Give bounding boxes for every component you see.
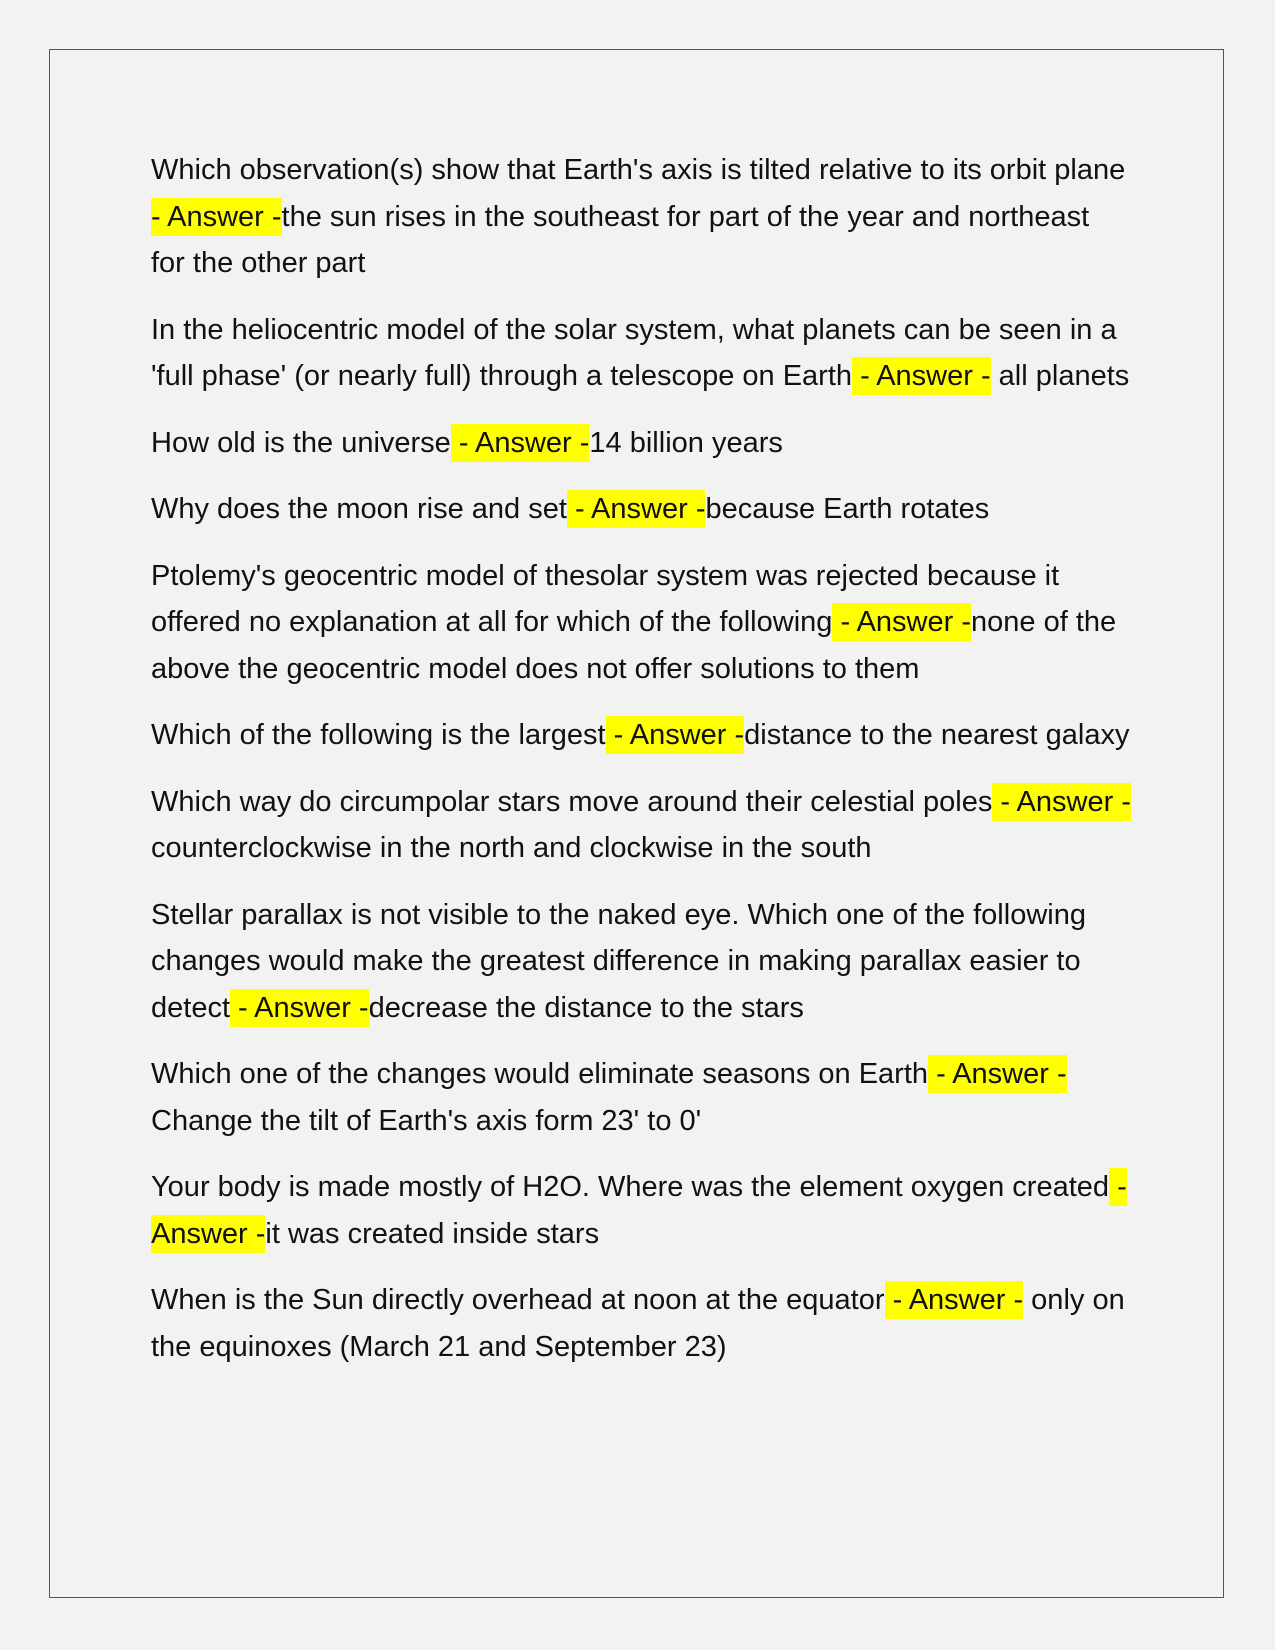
question-text: Which way do circumpolar stars move around their celestial poles (151, 785, 993, 818)
answer-text: the sun rises in the southeast for part of the year and northeast for the other part (151, 200, 1090, 279)
answer-marker: - Answer - (992, 783, 1131, 821)
qa-item (151, 1051, 1131, 1144)
question-text: Which of the following is the largest (151, 719, 606, 751)
answer-text: because Earth rotates (705, 493, 990, 525)
qa-item (151, 307, 1131, 400)
answer-text: distance to the nearest galaxy (744, 719, 1130, 751)
question-text: How old is the universe (151, 426, 451, 459)
question-text: Stellar parallax is not visible to the naked eye. Which one of the following changes would make the greatest difference in making parallax easier to detect (151, 898, 1086, 1024)
qa-item (151, 486, 1131, 533)
answer-text: Change the tilt of Earth's axis form 23' to 0' (151, 1104, 702, 1137)
qa-item (151, 1277, 1131, 1370)
answer-marker: - Answer - (606, 716, 745, 754)
answer-text: decrease the distance to the stars (368, 991, 804, 1024)
answer-text: 14 billion years (589, 426, 783, 459)
qa-item (151, 892, 1131, 1032)
qa-item (151, 779, 1131, 872)
qa-item (151, 712, 1131, 759)
answer-text: it was created inside stars (265, 1217, 600, 1250)
qa-item (151, 553, 1131, 693)
answer-marker: - Answer - (832, 603, 971, 641)
question-text: In the heliocentric model of the solar system, what planets can be seen in a 'full phase' (or nearly full) through a telescope on Earth (151, 313, 1117, 392)
answer-marker: - Answer - (567, 490, 706, 528)
answer-marker: - Answer - (451, 424, 590, 462)
answer-marker: - Answer - (230, 989, 369, 1027)
qa-item (151, 1164, 1131, 1257)
answer-marker: - Answer - (885, 1281, 1024, 1319)
question-text: Which one of the changes would eliminate seasons on Earth (151, 1058, 929, 1090)
answer-marker: - Answer - (928, 1055, 1067, 1093)
answer-marker: - Answer - (151, 1168, 1127, 1253)
answer-text: only on the equinoxes (March 21 and September 23) (151, 1284, 1125, 1363)
qa-item (151, 147, 1131, 287)
answer-text: counterclockwise in the north and clockwise in the south (151, 832, 872, 864)
question-text: Which observation(s) show that Earth's axis is tilted relative to its orbit plane (151, 154, 1126, 186)
question-text: Ptolemy's geocentric model of thesolar system was rejected because it offered no explanation at all for which of the following (151, 559, 1060, 638)
document-body (151, 147, 1131, 1370)
answer-text: none of the above the geocentric model does not offer solutions to them (151, 606, 1117, 685)
question-text: Why does the moon rise and set (151, 493, 567, 525)
question-text: When is the Sun directly overhead at noon at the equator (151, 1284, 885, 1316)
answer-marker: - Answer - (151, 198, 282, 236)
answer-text: all planets (990, 360, 1130, 392)
question-text: Your body is made mostly of H2O. Where was the element oxygen created (151, 1171, 1110, 1203)
answer-marker: - Answer - (852, 357, 991, 395)
qa-item (151, 420, 1131, 467)
